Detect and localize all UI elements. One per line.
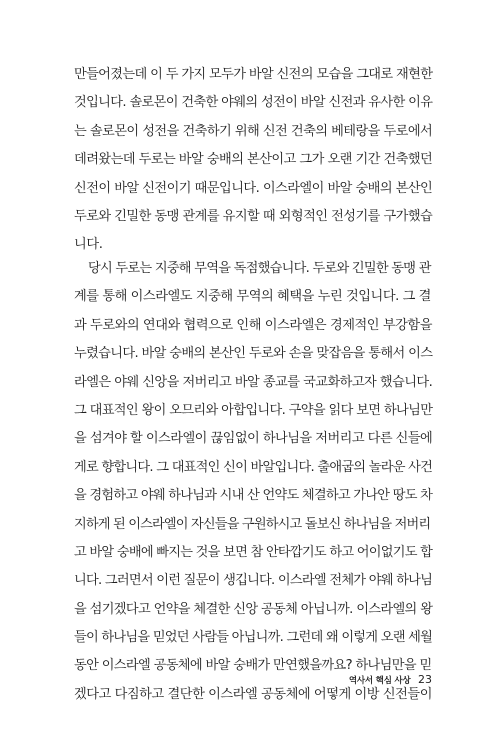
text-line: 니다. 그러면서 이런 질문이 생깁니다. 이스라엘 전체가 야웨 하나님 — [74, 573, 433, 589]
text-line: 는 솔로몬이 성전을 건축하기 위해 신전 건축의 베테랑을 두로에서 — [74, 123, 433, 139]
text-line: 데려왔는데 두로는 바알 숭배의 본산이고 그가 오랜 기간 건축했던 — [74, 152, 433, 168]
text-line: 을 섬기겠다고 언약을 체결한 신앙 공동체 아닙니까. 이스라엘의 왕 — [74, 601, 433, 617]
text-line: 게로 향합니다. 그 대표적인 신이 바알입니다. 출애굽의 놀라운 사건 — [74, 459, 433, 475]
text-line: 누렸습니다. 바알 숭배의 본산인 두로와 손을 맞잡음을 통해서 이스 — [74, 346, 433, 362]
text-line: 고 바알 숭배에 빠지는 것을 보면 참 안타깝기도 하고 어이없기도 합 — [74, 544, 433, 560]
text-line: 동안 이스라엘 공동체에 바알 숭배가 만연했을까요? 하나님만을 믿 — [74, 658, 432, 674]
text-line: 만들어졌는데 이 두 가지 모두가 바알 신전의 모습을 그대로 재현한 — [74, 67, 433, 82]
text-line: 을 섬겨야 할 이스라엘이 끊임없이 하나님을 저버리고 다른 신들에 — [74, 431, 433, 447]
text-line: 그 대표적인 왕이 오므리와 아합입니다. 구약을 읽다 보면 하나님만 — [74, 402, 433, 418]
page-footer — [349, 673, 432, 686]
text-line: 겠다고 다짐하고 결단한 이스라엘 공동체에 어떻게 이방 신전들이 — [74, 686, 432, 702]
text-line: 을 경험하고 야웨 하나님과 시내 산 언약도 체결하고 가나안 땅도 차 — [74, 488, 433, 504]
paragraph-2 — [74, 255, 432, 709]
text-line: 니다. — [74, 237, 103, 253]
text-line: 라엘은 야웨 신앙을 저버리고 바알 종교를 국교화하고자 했습니다. — [74, 374, 433, 390]
page-number: 23 — [418, 673, 432, 686]
text-line: 들이 하나님을 믿었던 사람들 아닙니까. 그런데 왜 이렇게 오랜 세월 — [74, 630, 433, 646]
text-line: 지하게 된 이스라엘이 자신들을 구원하시고 돌보신 하나님을 저버리 — [74, 516, 431, 532]
paragraph-1 — [74, 61, 432, 260]
text-line: 것입니다. 솔로몬이 건축한 야웨의 성전이 바알 신전과 유사한 이유 — [74, 95, 433, 111]
text-line: 당시 두로는 지중해 무역을 독점했습니다. 두로와 긴밀한 동맹 관 — [88, 261, 431, 276]
text-line: 신전이 바알 신전이기 때문입니다. 이스라엘이 바알 숭배의 본산인 — [74, 180, 433, 196]
text-line: 계를 통해 이스라엘도 지중해 무역의 혜택을 누린 것입니다. 그 결 — [74, 289, 431, 305]
text-line: 과 두로와의 연대와 협력으로 인해 이스라엘은 경제적인 부강함을 — [74, 317, 432, 333]
section-title: 역사서 핵심 사상 — [348, 676, 411, 686]
text-line: 두로와 긴밀한 동맹 관계를 유지할 때 외형적인 전성기를 구가했습 — [74, 208, 433, 224]
